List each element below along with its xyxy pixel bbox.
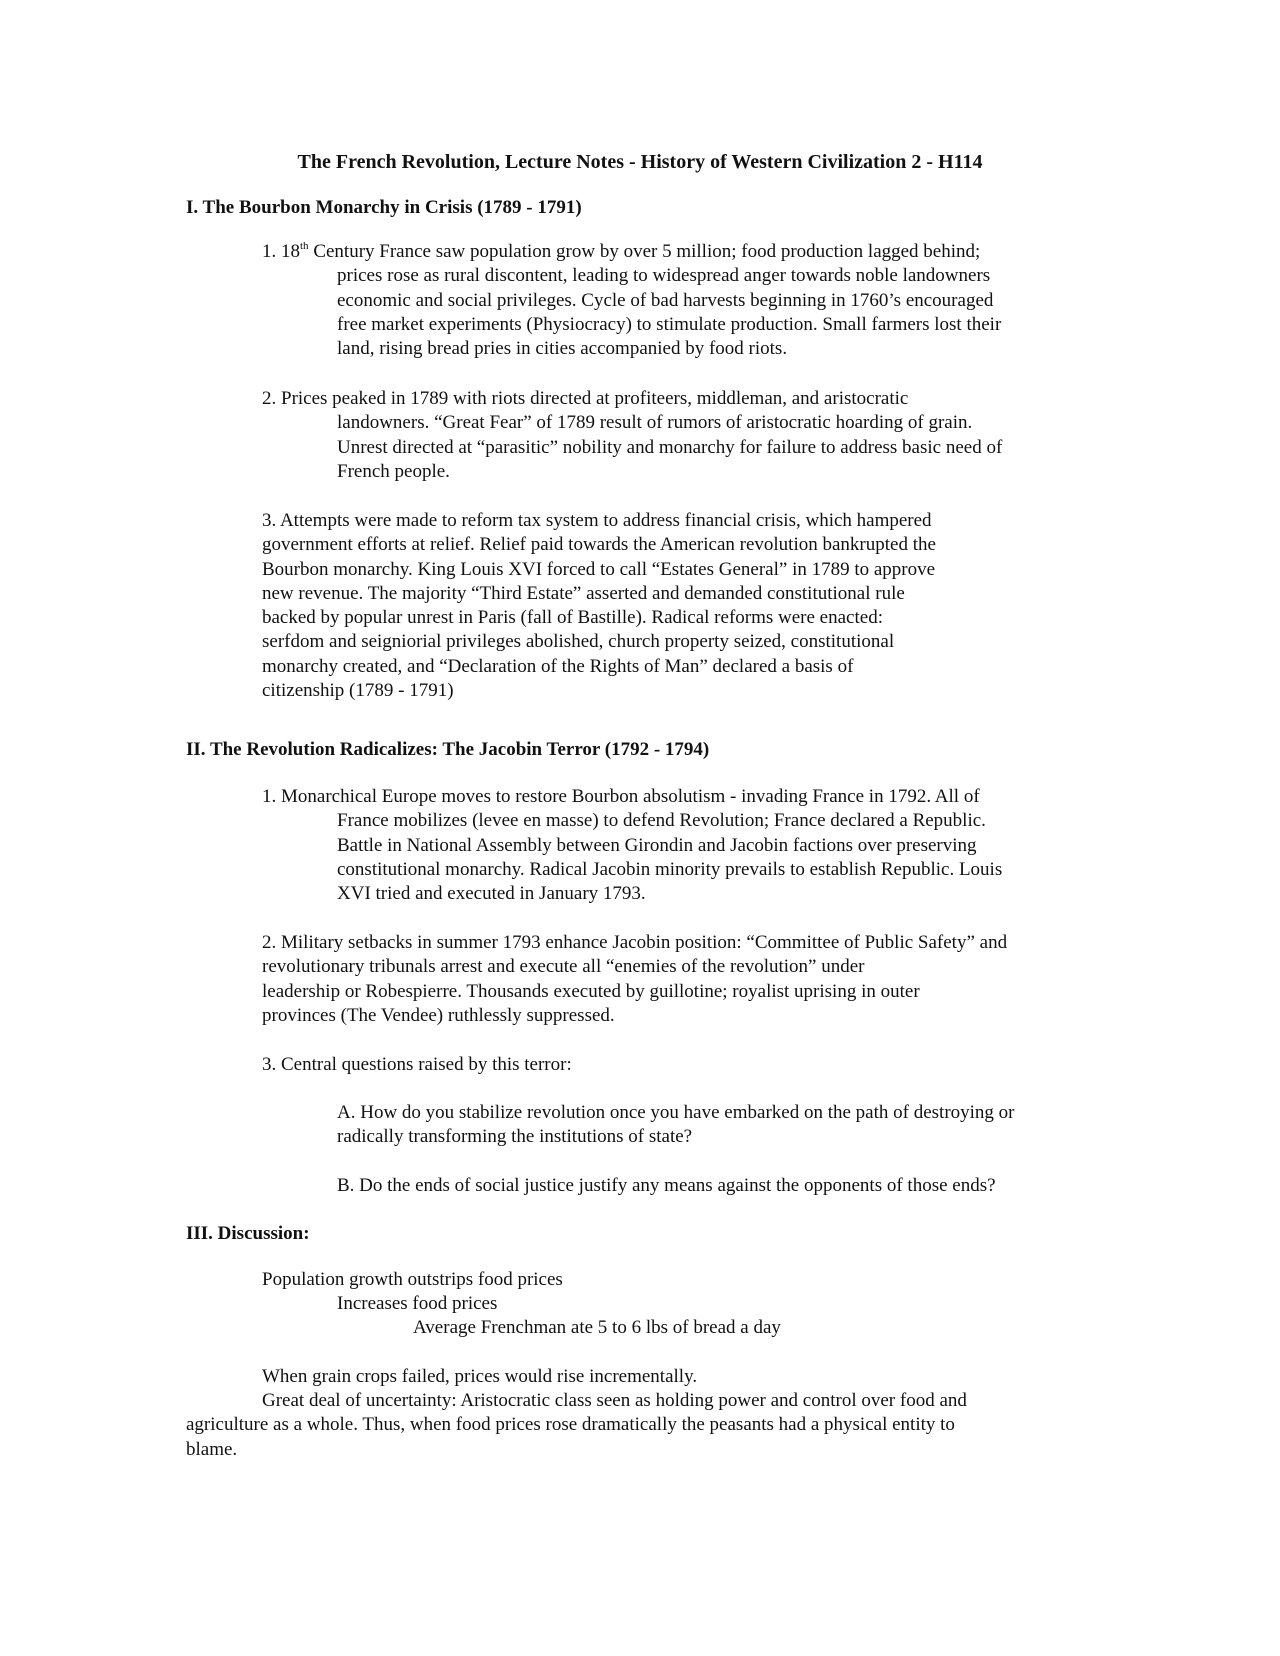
section2-item2 xyxy=(262,931,1007,1028)
section1-item1-line1: 1. 18th Century France saw population grow by over 5 million; food production lagged behind; xyxy=(262,240,981,262)
section2-item2-line3: leadership or Robespierre. Thousands executed by guillotine; royalist uprising in outer xyxy=(262,980,920,1002)
section1-item1-line5: land, rising bread pries in cities accompanied by food riots. xyxy=(337,338,788,360)
section1-item3-line1: 3. Attempts were made to reform tax system to address financial crisis, which hampered xyxy=(262,510,932,531)
section1-item2-line1: 2. Prices peaked in 1789 with riots directed at profiteers, middleman, and aristocratic xyxy=(262,388,909,409)
section2-item3 xyxy=(262,1053,572,1077)
section1-item2-line3: Unrest directed at “parasitic” nobility and monarchy for failure to address basic need of xyxy=(337,436,1003,458)
section2-item2-line2: revolutionary tribunals arrest and execute all “enemies of the revolution” under xyxy=(262,956,865,978)
section1-item1-line4: free market experiments (Physiocracy) to stimulate production. Small farmers lost their xyxy=(337,313,1002,335)
section-heading-3: III. Discussion: xyxy=(186,1223,310,1244)
section2-item2-line1: 2. Military setbacks in summer 1793 enhance Jacobin position: “Committee of Public Safety” and xyxy=(262,932,1008,953)
section1-item2-line2: landowners. “Great Fear” of 1789 result of rumors of aristocratic hoarding of grain. xyxy=(337,412,973,434)
question-b xyxy=(337,1174,996,1198)
section2-item2-line4: provinces (The Vendee) ruthlessly suppressed. xyxy=(262,1004,615,1026)
section2-item1-line2: France mobilizes (levee en masse) to defend Revolution; France declared a Republic. xyxy=(337,810,986,832)
discussion-paragraph-1: When grain crops failed, prices would rise incrementally. xyxy=(262,1366,698,1387)
section1-item3-line5: backed by popular unrest in Paris (fall of Bastille). Radical reforms were enacted: xyxy=(262,607,883,629)
section1-item1 xyxy=(262,240,1001,361)
section1-item3 xyxy=(262,509,936,703)
section1-item3-line4: new revenue. The majority “Third Estate” asserted and demanded constitutional rule xyxy=(262,582,905,604)
question-a-line2: radically transforming the institutions of state? xyxy=(337,1126,693,1148)
section1-item1-line3: economic and social privileges. Cycle of bad harvests beginning in 1760’s encouraged xyxy=(337,289,994,311)
document-title: The French Revolution, Lecture Notes - History of Western Civilization 2 - H114 xyxy=(297,151,983,173)
discussion-outline-level2: Increases food prices xyxy=(337,1293,498,1314)
section1-item2-line4: French people. xyxy=(337,460,450,482)
question-a-line1: A. How do you stabilize revolution once you have embarked on the path of destroying or xyxy=(337,1102,1015,1123)
section2-item1-line5: XVI tried and executed in January 1793. xyxy=(337,883,646,905)
question-b-line1: B. Do the ends of social justice justify any means against the opponents of those ends? xyxy=(337,1175,996,1196)
section1-item3-line3: Bourbon monarchy. King Louis XVI forced to call “Estates General” in 1789 to approve xyxy=(262,558,936,580)
section-heading-2: II. The Revolution Radicalizes: The Jacobin Terror (1792 - 1794) xyxy=(186,739,710,760)
section2-item1-line3: Battle in National Assembly between Girondin and Jacobin factions over preserving xyxy=(337,834,977,856)
section2-item3-line1: 3. Central questions raised by this terror: xyxy=(262,1054,572,1075)
section1-item3-line2: government efforts at relief. Relief paid towards the American revolution bankrupted the xyxy=(262,534,936,556)
section1-item3-line6: serfdom and seigniorial privileges abolished, church property seized, constitutional xyxy=(262,631,895,653)
question-a xyxy=(337,1101,1015,1150)
discussion-paragraph-2-line2: agriculture as a whole. Thus, when food prices rose dramatically the peasants had a physical entity to xyxy=(186,1414,955,1436)
section2-item1-line4: constitutional monarchy. Radical Jacobin minority prevails to establish Republic. Louis xyxy=(337,858,1003,880)
discussion-outline-level1: Population growth outstrips food prices xyxy=(262,1269,563,1290)
ordinal-superscript: th xyxy=(300,240,309,252)
discussion-paragraph-2 xyxy=(186,1389,967,1462)
discussion-paragraph-2-line3: blame. xyxy=(186,1438,238,1460)
discussion-outline-level3: Average Frenchman ate 5 to 6 lbs of bread a day xyxy=(413,1317,781,1338)
section1-item1-line2: prices rose as rural discontent, leading to widespread anger towards noble landowners xyxy=(337,265,991,287)
section-heading-1: I. The Bourbon Monarchy in Crisis (1789 - 1791) xyxy=(186,197,582,218)
section1-item3-line8: citizenship (1789 - 1791) xyxy=(262,680,454,702)
section2-item1-line1: 1. Monarchical Europe moves to restore Bourbon absolutism - invading France in 1792. All of xyxy=(262,786,980,807)
discussion-paragraph-2-line1: Great deal of uncertainty: Aristocratic class seen as holding power and control over food and xyxy=(262,1390,967,1411)
section2-item1 xyxy=(262,785,1002,906)
section1-item3-line7: monarchy created, and “Declaration of the Rights of Man” declared a basis of xyxy=(262,655,854,677)
section1-item2 xyxy=(262,387,1002,484)
